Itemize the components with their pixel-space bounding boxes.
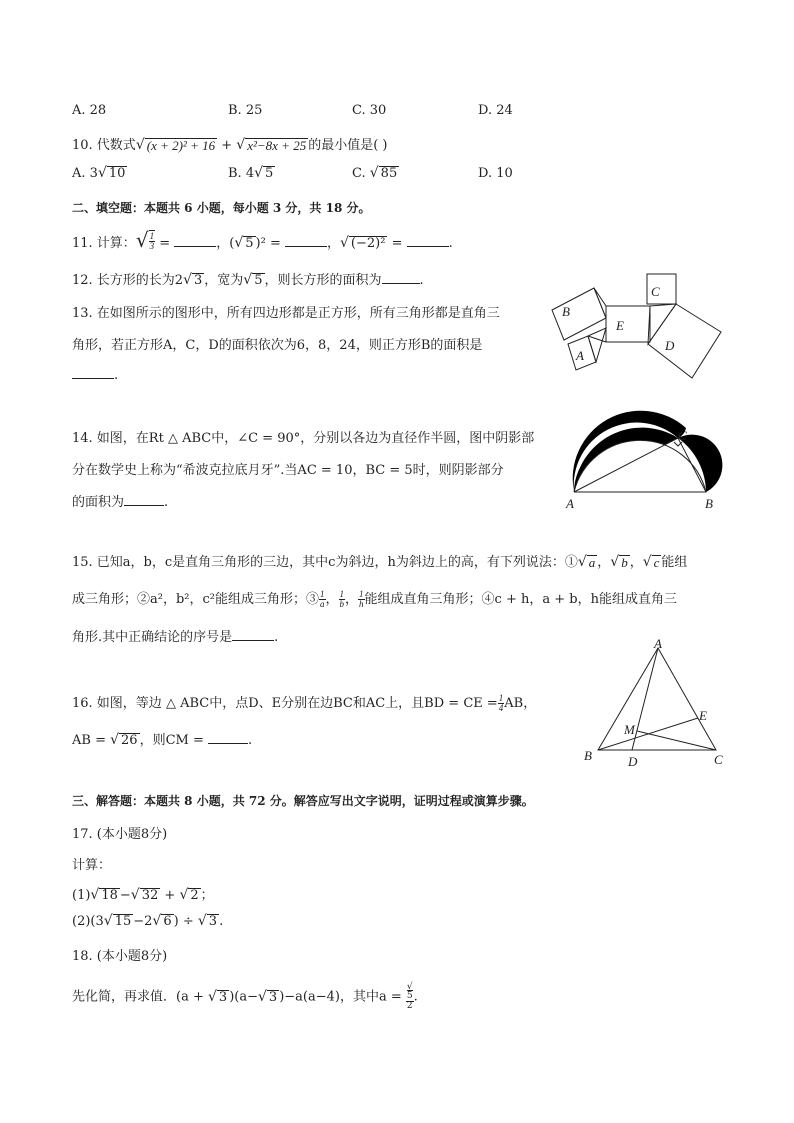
q11-end: . — [448, 236, 453, 251]
q15-f1-den: a — [320, 599, 325, 609]
q13-label-d: D — [665, 338, 675, 353]
q11-pow: )² = — [255, 236, 281, 251]
q13-end: . — [114, 368, 119, 383]
q17-p2-r1: 15 — [114, 914, 132, 929]
q15-f3-den: h — [359, 599, 364, 609]
q14-figure — [558, 408, 738, 518]
q15-f3-num: 1 — [359, 589, 364, 599]
q17-title: 17. (本小题8分) — [72, 827, 168, 842]
q15-line2 — [72, 588, 677, 609]
q16-line2-a: AB = — [72, 733, 106, 748]
q13-blank[interactable] — [72, 366, 114, 379]
q15-line1-a: 15. 已知a，b，c是直角三角形的三边，其中c为斜边，h为斜边上的高，有下列说法：① — [72, 555, 578, 570]
q12-blank[interactable] — [382, 271, 420, 284]
q11-prefix: 11. 计算： — [72, 236, 136, 251]
q9-option-a: A. 28 — [72, 103, 107, 118]
q15-rad-a: a — [588, 555, 596, 570]
q17-p2-label: (2)(3 — [72, 914, 104, 929]
q14-blank[interactable] — [124, 493, 164, 506]
q17-p1-r1: 18 — [101, 888, 118, 903]
q10-rad1-text: (x + 2)² + 16 — [146, 138, 216, 153]
q16-line1 — [72, 692, 536, 713]
q18-text-c: )−a(a−4)，其中a = — [279, 989, 402, 1005]
q13-triangle-left — [594, 288, 606, 318]
q9-option-b: B. 25 — [228, 103, 263, 118]
q11-blank-1[interactable] — [174, 234, 216, 247]
q15-comma4: ， — [345, 592, 359, 607]
q11: 11. 计算： √ $\frac{1}{3}$ = ，( √ 5 )² = ， √ (−2)² = . — [72, 228, 453, 252]
q15-comma1: ， — [597, 555, 611, 570]
q13-line2: 角形，若正方形A，C，D的面积依次为6，8，24，则正方形B的面积是 — [72, 338, 483, 353]
q16-line2-b: ，则CM = — [139, 733, 204, 748]
q10-option-d: D. 10 — [478, 166, 513, 181]
q15-f1-num: 1 — [320, 589, 325, 599]
q16-line2: AB = √ 26 ，则CM = . — [72, 732, 253, 748]
q10-opt-c-label: C. — [352, 166, 370, 181]
q17-p2-minus: −2 — [133, 914, 153, 929]
q15-rad-c: c — [653, 555, 660, 570]
q13-square-d — [648, 304, 721, 378]
q10-prefix: 10. 代数式 — [72, 138, 136, 153]
q16-blank[interactable] — [208, 731, 248, 744]
q10-opt-a-label: A. 3 — [72, 166, 98, 181]
q13-square-b — [552, 288, 606, 340]
q10-suffix: 的最小值是( ) — [308, 138, 388, 153]
q11-radical-frac: √ $\frac{1}{3}$ — [135, 228, 155, 252]
q15-line2-a: 成三角形；②a²，b²，c²能组成三角形；③ — [72, 592, 319, 607]
q14-label-b: B — [705, 496, 713, 511]
q13-line3 — [72, 366, 118, 383]
section-2-heading: 二、填空题：本题共 6 小题，每小题 3 分，共 18 分。 — [72, 201, 371, 215]
q9-option-d: D. 24 — [478, 103, 513, 118]
q10-option-c: C. √ 85 — [352, 165, 398, 181]
q15-comma2: ， — [629, 555, 643, 570]
q13-label-c: C — [651, 284, 660, 299]
q15-line2-b: 能组成直角三角形；④c + h，a + b，h能组成直角三 — [364, 592, 677, 607]
q11-blank-2[interactable] — [285, 234, 327, 247]
q14-line1: 14. 如图，在Rt △ ABC中，∠C = 90°，分别以各边为直径作半圆，图中阴影部 — [72, 431, 535, 446]
q16-line1-a: 16. 如图，等边 △ ABC中，点D、E分别在边BC和AC上，且BD = CE = — [72, 696, 498, 711]
q9-option-c: C. 30 — [352, 103, 387, 118]
q16-triangle-abc — [598, 648, 716, 750]
q17-part2: (2)(3 √ 15 −2 √ 6 ) ÷ √ 3 . — [72, 913, 224, 929]
q14-line3-text: 的面积为 — [72, 495, 125, 510]
q18-title: 18. (本小题8分) — [72, 949, 168, 964]
q15-line3-text: 角形.其中正确结论的序号是 — [72, 630, 233, 645]
q15-comma3: ， — [325, 592, 339, 607]
q12-mid: ，宽为 — [204, 273, 244, 288]
q13-label-a: A — [576, 348, 584, 363]
q17-p1-r2: 32 — [141, 888, 159, 903]
q10-opt-a-rad: 10 — [108, 166, 126, 181]
q18-end: . — [413, 989, 418, 1005]
q14-line3 — [72, 491, 168, 510]
q17-p1-plus: + — [164, 888, 176, 903]
q16-label-b: B — [584, 748, 592, 763]
q10-radical-2: √ x²−8x + 25 — [236, 137, 307, 153]
q11-frac-num: 1 — [149, 231, 155, 241]
q17-p2-r2: 6 — [163, 914, 172, 929]
q12-prefix: 12. 长方形的长为2 — [72, 273, 184, 288]
q12-rad2: 5 — [254, 273, 263, 288]
q16-label-e: E — [699, 708, 707, 723]
q11-frac-den: 3 — [149, 241, 155, 251]
q14-label-c: C — [678, 428, 687, 443]
q15-f2-den: b — [339, 599, 345, 609]
q18-text-b: )(a− — [229, 989, 258, 1005]
q13-line1: 13. 在如图所示的图形中，所有四边形都是正方形，所有三角形都是直角三 — [72, 306, 500, 321]
q15-blank[interactable] — [232, 628, 274, 641]
q10-opt-b-rad: 5 — [265, 166, 274, 181]
q16-label-a: A — [654, 636, 662, 651]
q15-end: . — [274, 630, 279, 645]
q11-rad2: 5 — [245, 236, 254, 251]
q14-label-a: A — [566, 496, 574, 511]
q16-label-d: D — [628, 754, 638, 769]
q16-end: . — [248, 733, 253, 748]
q15-line1-b: 能组 — [661, 555, 688, 570]
q11-sep1: ，( — [216, 236, 235, 251]
q12-suffix: ，则长方形的面积为 — [264, 273, 382, 288]
q13-label-e: E — [616, 318, 624, 333]
q15-f2-num: 1 — [339, 589, 345, 599]
q12: 12. 长方形的长为2 √ 3 ，宽为 √ 5 ，则长方形的面积为 . — [72, 272, 424, 288]
q17-p1-end: ； — [200, 888, 214, 903]
q10-opt-c-rad: 85 — [380, 166, 398, 181]
q12-end: . — [419, 273, 424, 288]
q18-text-a: 先化简，再求值．(a + — [72, 989, 204, 1005]
q13-square-e — [606, 306, 650, 342]
q10-radical-1: √ (x + 2)² + 16 — [135, 137, 216, 153]
q10-rad2-text: x²−8x + 25 — [247, 138, 307, 153]
q18-frac-den: 2 — [406, 1001, 413, 1011]
q10-option-a: A. 3 √ 10 — [72, 165, 126, 181]
q12-rad1: 3 — [194, 273, 203, 288]
q13-label-b: B — [562, 304, 570, 319]
q15-line3 — [72, 626, 278, 645]
q17-part1: (1) √ 18 − √ 32 + √ 2 ； — [72, 887, 214, 903]
q11-sep2: ， — [326, 236, 340, 251]
q17-p2-end: . — [219, 914, 224, 929]
q11-rad3: (−2)² — [350, 236, 386, 251]
q16-frac-num: 1 — [498, 693, 504, 703]
q10-stem — [72, 134, 387, 153]
q11-eq3: = — [391, 236, 403, 251]
q16-segment-mc — [637, 731, 716, 750]
q17-p1-r3: 2 — [190, 888, 199, 903]
q16-figure — [580, 636, 730, 771]
q16-frac-den: 4 — [498, 703, 504, 713]
q11-blank-3[interactable] — [407, 234, 449, 247]
q17-p2-r3: 3 — [208, 914, 218, 929]
q18-body: 先化简，再求值．(a + √ 3 )(a− √ 3 )−a(a−4)，其中a = √ 5 2 . — [72, 982, 418, 1011]
q17-p1-label: (1) — [72, 888, 91, 903]
q14-end: . — [164, 495, 169, 510]
section-3-heading: 三、解答题：本题共 8 小题，共 72 分。解答应写出文字说明，证明过程或演算步骤。 — [72, 794, 534, 808]
q16-rad: 26 — [121, 733, 138, 748]
q13-triangle-small — [588, 328, 606, 362]
q15-line1: 15. 已知a，b，c是直角三角形的三边，其中c为斜边，h为斜边上的高，有下列说法：① √ a ， √ b ， √ c 能组 — [72, 554, 688, 570]
q17-p1-minus: − — [119, 888, 131, 903]
q10-plus: + — [221, 138, 233, 153]
q18-frac-num-rad: 5 — [406, 991, 413, 1001]
q15-rad-b: b — [621, 555, 628, 570]
q10-opt-b-label: B. 4 — [228, 166, 255, 181]
q16-line1-b: AB， — [504, 696, 537, 711]
q17-p2-div: ) ÷ — [173, 914, 194, 929]
q18-r1: 3 — [218, 989, 228, 1005]
q16-label-c: C — [714, 752, 723, 767]
q10-option-b: B. 4 √ 5 — [228, 165, 274, 181]
q14-line2: 分在数学史上称为“希波克拉底月牙”.当AC = 10，BC = 5时，则阴影部分 — [72, 463, 504, 478]
q13-figure — [548, 270, 723, 390]
q11-eq1: = — [159, 236, 171, 251]
q18-r2: 3 — [268, 989, 278, 1005]
q16-label-m: M — [624, 722, 635, 737]
q17-intro: 计算： — [72, 858, 112, 873]
